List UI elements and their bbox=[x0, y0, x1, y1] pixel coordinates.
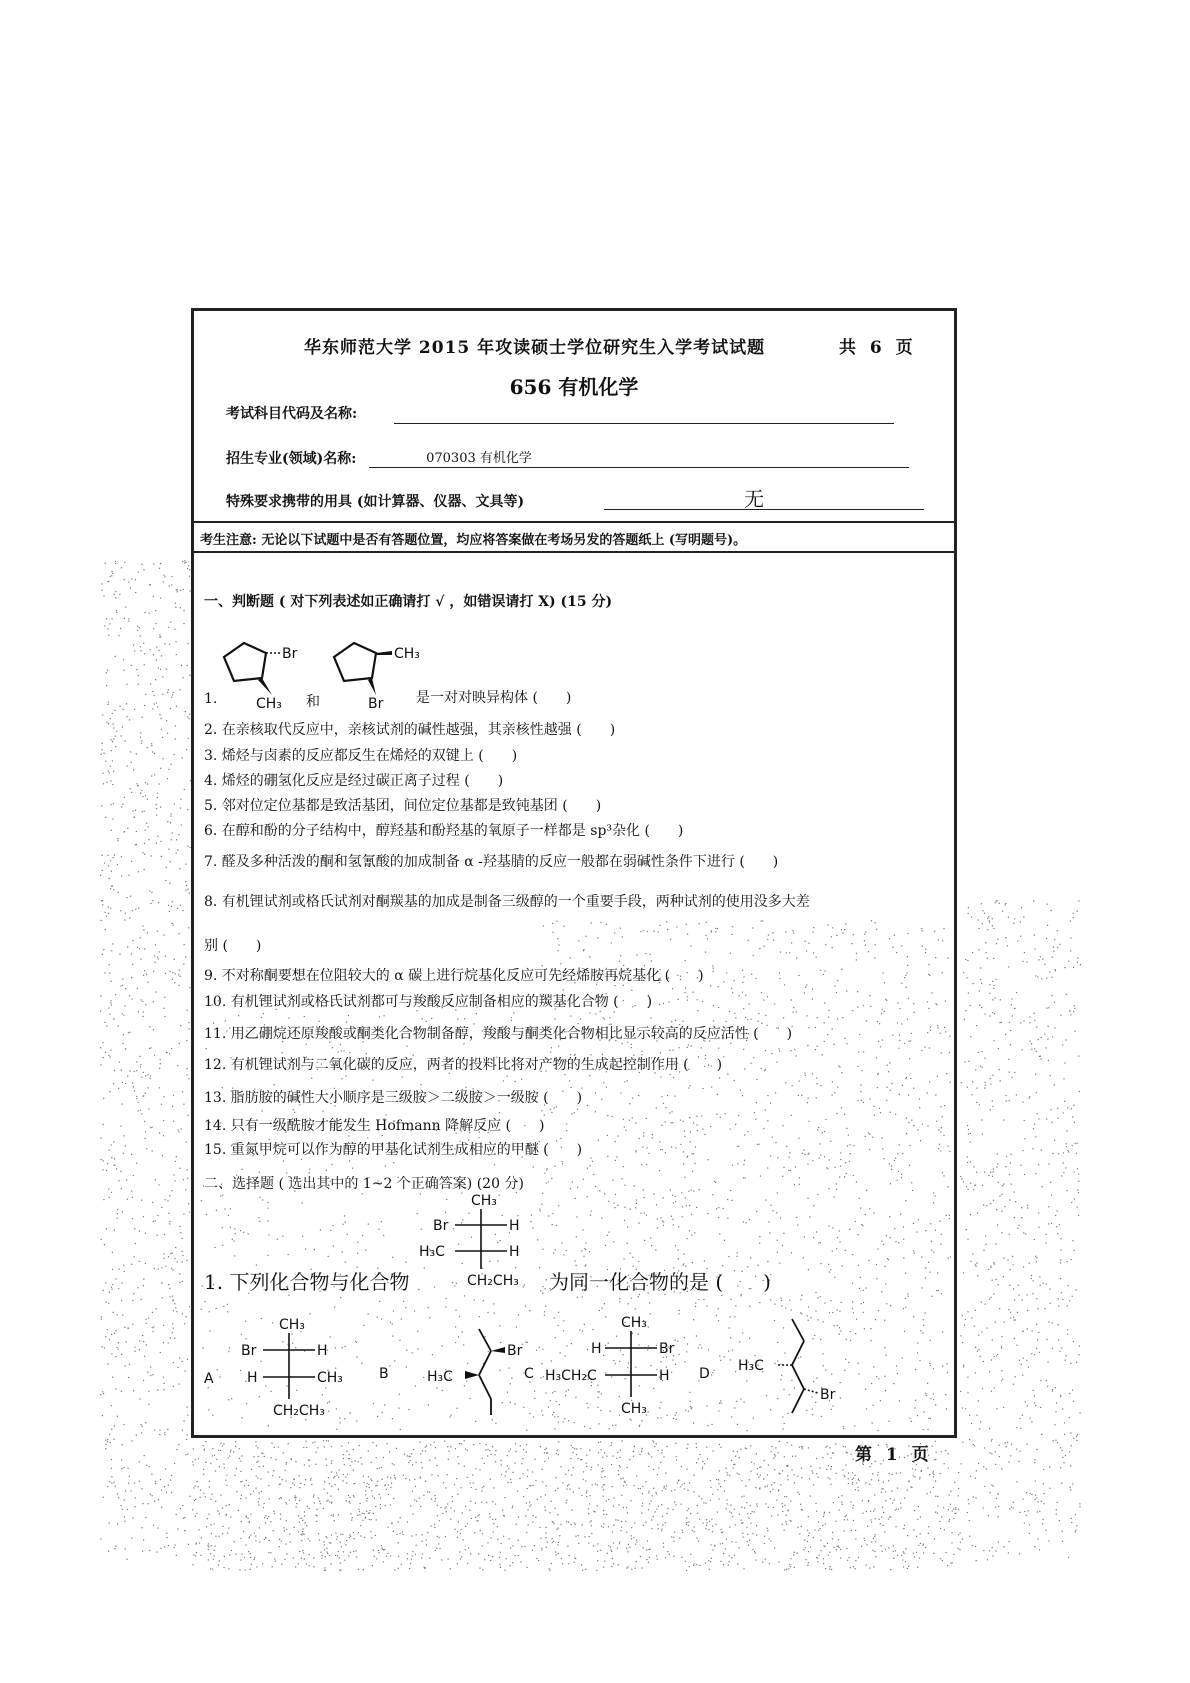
opt-c-right2: H bbox=[659, 1368, 670, 1384]
section1-title: 一、判断题 ( 对下列表述如正确请打 √ ，如错误请打 X) (15 分) bbox=[204, 594, 613, 610]
tf-question-8-cont: 别 ( ) bbox=[204, 938, 262, 954]
opt-a-left1: Br bbox=[241, 1343, 257, 1359]
opt-c-bottom: CH₃ bbox=[621, 1401, 647, 1417]
q1-structures bbox=[214, 633, 444, 715]
mc-question-1-prefix: 1. 下列化合物与化合物 bbox=[204, 1270, 410, 1294]
q1-and: 和 bbox=[306, 694, 320, 710]
option-c-structure bbox=[539, 1311, 689, 1421]
opt-d-left: H₃C bbox=[738, 1358, 764, 1374]
reference-fischer bbox=[419, 1191, 549, 1291]
tf-question-6: 6. 在醇和酚的分子结构中，醇羟基和酚羟基的氧原子一样都是 sp³杂化 ( ) bbox=[204, 823, 684, 839]
subject-heading: 656 有机化学 bbox=[509, 375, 639, 399]
tf-question-11: 11. 用乙硼烷还原羧酸或酮类化合物制备醇，羧酸与酮类化合物相比显示较高的反应活性 ( ) bbox=[204, 1026, 793, 1042]
opt-c-right1: Br bbox=[659, 1341, 675, 1357]
tf-question-14: 14. 只有一级酰胺才能发生 Hofmann 降解反应 ( ) bbox=[204, 1118, 545, 1134]
option-b-structure bbox=[409, 1323, 529, 1419]
cyclopentane-b bbox=[334, 643, 420, 712]
q1-number: 1. bbox=[204, 691, 218, 707]
tf-question-12: 12. 有机锂试剂与二氧化碳的反应，两者的投料比将对产物的生成起控制作用 ( ) bbox=[204, 1057, 723, 1073]
opt-c-top: CH₃ bbox=[621, 1315, 647, 1331]
option-a-label: A bbox=[204, 1371, 214, 1387]
ref-bottom: CH₂CH₃ bbox=[467, 1273, 519, 1289]
page-count: 共 6 页 bbox=[839, 338, 913, 358]
opt-d-br: Br bbox=[820, 1387, 836, 1403]
option-d-structure bbox=[724, 1313, 854, 1421]
tf-question-4: 4. 烯烃的硼氢化反应是经过碳正离子过程 ( ) bbox=[204, 773, 504, 789]
notice-box bbox=[194, 521, 954, 553]
opt-b-left: H₃C bbox=[427, 1369, 453, 1385]
opt-a-bottom: CH₂CH₃ bbox=[273, 1403, 325, 1419]
q1-mol-b-ch3: CH₃ bbox=[394, 646, 420, 662]
tf-question-9: 9. 不对称酮要想在位阻较大的 α 碳上进行烷基化反应可先经烯胺再烷基化 ( ) bbox=[204, 968, 704, 984]
page-footer: 第 1 页 bbox=[855, 1445, 929, 1465]
q1-statement: 是一对对映异构体 ( ) bbox=[416, 690, 572, 706]
option-d-label: D bbox=[699, 1366, 710, 1382]
tf-question-5: 5. 邻对位定位基都是致活基团，间位定位基都是致钝基团 ( ) bbox=[204, 798, 602, 814]
tools-label: 特殊要求携带的用具 (如计算器、仪器、文具等) bbox=[226, 494, 525, 510]
tf-question-8: 8. 有机锂试剂或格氏试剂对酮羰基的加成是制备三级醇的一个重要手段，两种试剂的使用没多大差 bbox=[204, 894, 810, 910]
ref-right1: H bbox=[509, 1218, 520, 1234]
tf-question-13: 13. 脂肪胺的碱性大小顺序是三级胺＞二级胺＞一级胺 ( ) bbox=[204, 1090, 583, 1106]
opt-c-left1: H bbox=[591, 1341, 602, 1357]
q1-mol-a-ch3: CH₃ bbox=[256, 696, 282, 712]
opt-a-right1: H bbox=[317, 1343, 328, 1359]
ref-left2: H₃C bbox=[419, 1244, 445, 1260]
option-a-structure bbox=[229, 1313, 359, 1421]
ref-top: CH₃ bbox=[471, 1193, 497, 1209]
opt-a-left2: H bbox=[247, 1370, 258, 1386]
q1-mol-b-br: Br bbox=[368, 696, 384, 712]
exam-title: 华东师范大学 2015 年攻读硕士学位研究生入学考试试题 bbox=[304, 338, 766, 358]
option-c-label: C bbox=[524, 1366, 534, 1382]
cyclopentane-a bbox=[224, 643, 298, 712]
tf-question-3: 3. 烯烃与卤素的反应都反生在烯烃的双键上 ( ) bbox=[204, 748, 518, 764]
tf-question-2: 2. 在亲核取代反应中，亲核试剂的碱性越强，其亲核性越强 ( ) bbox=[204, 722, 616, 738]
opt-a-top: CH₃ bbox=[279, 1317, 305, 1333]
ref-right2: H bbox=[509, 1244, 520, 1260]
tf-question-10: 10. 有机锂试剂或格氏试剂都可与羧酸反应制备相应的羰基化合物 ( ) bbox=[204, 994, 653, 1010]
tools-value: 无 bbox=[744, 487, 764, 511]
section2-title: 二、选择题 ( 选出其中的 1~2 个正确答案) (20 分) bbox=[204, 1176, 524, 1192]
subject-code-label: 考试科目代码及名称: bbox=[226, 406, 358, 422]
opt-c-left2: H₃CH₂C bbox=[545, 1368, 597, 1384]
tf-question-15: 15. 重氮甲烷可以作为醇的甲基化试剂生成相应的甲醚 ( ) bbox=[204, 1142, 583, 1158]
major-value: 070303 有机化学 bbox=[426, 451, 532, 466]
tf-question-7: 7. 醛及多种活泼的酮和氢氰酸的加成制备 α -羟基腈的反应一般都在弱碱性条件下进行 ( ) bbox=[204, 854, 779, 870]
mc-question-1-suffix: 为同一化合物的是 ( ) bbox=[549, 1270, 771, 1294]
q1-mol-a-br: Br bbox=[282, 646, 298, 662]
exam-sheet bbox=[191, 308, 957, 1438]
major-label: 招生专业(领域)名称: bbox=[226, 451, 357, 467]
ref-left1: Br bbox=[433, 1218, 449, 1234]
opt-b-br: Br bbox=[507, 1343, 523, 1359]
opt-a-right2: CH₃ bbox=[317, 1370, 343, 1386]
notice-text: 考生注意: 无论以下试题中是否有答题位置，均应将答案做在考场另发的答题纸上 (写明题号)。 bbox=[200, 533, 747, 548]
option-b-label: B bbox=[379, 1366, 389, 1382]
subject-code-line bbox=[394, 399, 894, 424]
